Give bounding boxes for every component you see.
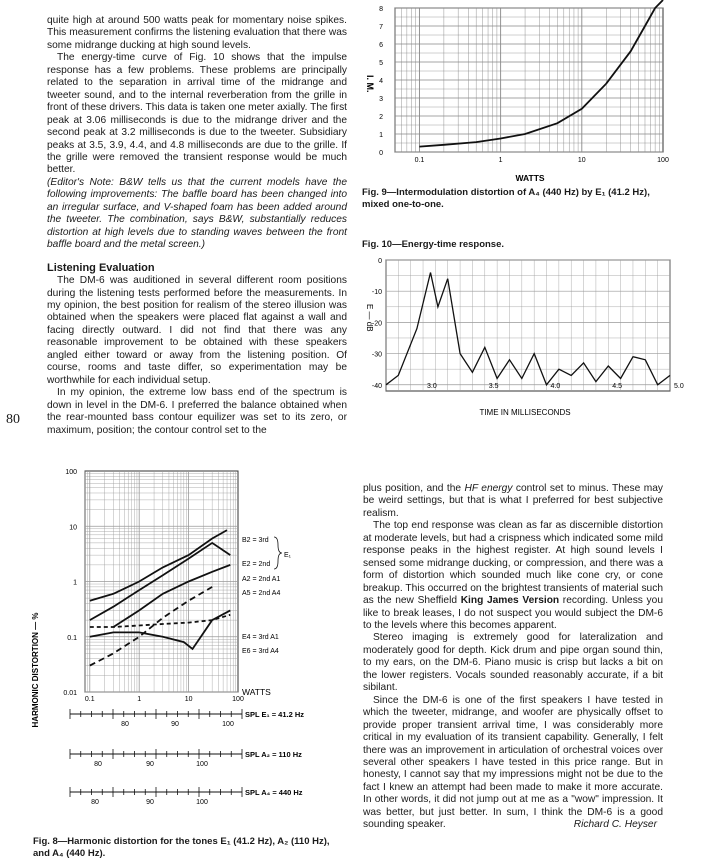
fig9-ytick: 8 xyxy=(379,6,383,13)
fig8-spl-tick-label: 90 xyxy=(171,721,179,728)
fig8-legend-brace xyxy=(274,537,282,569)
fig9-xtick: 100 xyxy=(657,157,669,164)
fig8-legend-e1: E₁ xyxy=(284,552,292,559)
fig8-spl-tick-label: 100 xyxy=(196,799,208,806)
fig8-legend-label: A5 = 2nd A4 xyxy=(242,590,281,597)
fig8-ytick: 0.01 xyxy=(63,690,77,697)
fig10-caption: Fig. 10—Energy-time response. xyxy=(362,239,505,250)
fig10-ylabel: E — dB xyxy=(365,304,374,332)
fig10-chart xyxy=(350,253,690,423)
fig8-spl-tick-label: 100 xyxy=(222,721,234,728)
fig8-xtick: 10 xyxy=(184,696,193,703)
fig8-legend-label: E4 = 3rd A1 xyxy=(242,634,279,641)
fig9-xtick: 10 xyxy=(577,157,586,164)
fig8-legend-label: E2 = 2nd xyxy=(242,561,271,568)
article-column-right xyxy=(363,483,663,832)
fig10-ytick: -10 xyxy=(371,289,382,297)
fig8-chart xyxy=(30,462,360,852)
fig9-ytick: 6 xyxy=(379,42,383,49)
fig9-caption: Fig. 9—Intermodulation distortion of A₄ (440 Hz) by E₁ (41.2 Hz), mixed one-to-one. xyxy=(362,187,650,210)
fig8-spl-tick-label: 80 xyxy=(91,799,99,806)
fig8-spl-tick-label: 80 xyxy=(121,721,129,728)
fig10-xtick: 3.5 xyxy=(488,382,499,390)
fig9-xlabel: WATTS xyxy=(515,173,545,183)
fig10-xtick: 3.0 xyxy=(427,382,437,390)
fig10-ytick: -20 xyxy=(371,320,382,328)
fig10-xtick: 5.0 xyxy=(674,382,684,390)
paragraph-controls: plus position, and the HF energy control set to minus. These may be weird settings, but that is what I preferred for best subjective realism. xyxy=(363,483,663,519)
paragraph-top-end: The top end response was clean as far as discernible distortion at moderate levels, but had a crispness which indicated some mild response peaks in the highest register. At high sound levels I sensed some midrange ducking, or compression, and there was a form of distortion which sounded much like cone cry, or cone breakup. This occurred on the brightest transients of material such as the new Sheffield King James Version recording. Unless you like to break leases, I do not suspect you would subject the DM-6 to the levels where this becomes apparent. xyxy=(363,520,663,631)
fig8-legend-label: E6 = 3rd A4 xyxy=(242,648,279,655)
author-signature: Richard C. Heyser xyxy=(573,819,657,831)
fig10-ytick: -40 xyxy=(371,382,382,390)
paragraph-imaging: Stereo imaging is extremely good for lateralization and moderately good for depth. Kick drum and pipe organ sound thin, to my ears, on the DM-6. Piano music is crisp but lacks a bit on the lower registers. Vocals sounded reasonably accurate, if a bit sibilant. xyxy=(363,632,663,694)
fig8-xtick: 0.1 xyxy=(84,696,95,703)
paragraph-energy-time: The energy-time curve of Fig. 10 shows that the impulse response has a few problems. These problems are principally related to the separation in arrival time of the midrange and tweeter sound, and to the internal reverberation from the grille in front of these drivers. This data is taken one meter axially. The first peak at 3.06 milliseconds is due to the midrange driver and the second peak at 3.2 milliseconds is due to the tweeter. Subsidiary peaks at 3.5, 3.9, 4.4, and 4.8 milliseconds are due to the grille. If the grille were removed the transient response would be much better. xyxy=(47,52,347,176)
fig9-ticks xyxy=(379,6,669,164)
fig9-ytick: 7 xyxy=(379,24,383,31)
fig8-xtick: 100 xyxy=(232,696,244,703)
fig8-series-3 xyxy=(90,587,212,666)
paragraph-transient: Since the DM-6 is one of the first speakers I have tested in which the tweeter, midrange, and woofer are physically offset to provide proper transient arrival time, I was considerably more critical in my evaluation of its transient capability. Generally, I felt there was an improvement in articulation of orchestral voices over several other speakers I have tested in this price range. But in honesty, I cannot say that my impressions might not be due to the fact I knew an attempt had been made to make it more accurate. In other words, it did not jump out at me as a "wow" impression. It was better, but just better. In sum, I think the DM-6 is a good sounding speaker. Richard C. Heyser xyxy=(363,694,663,831)
fig9-ytick: 4 xyxy=(379,78,383,85)
hf-energy-term: HF energy xyxy=(464,483,513,494)
editors-note: (Editor's Note: B&W tells us that the current models have the following improvements: The baffle board has been changed into an irregular surface, and V-shaped foam has been added around the tweeter. The combination, says B&W, substantially reduces distortion at high levels due to standing waves between the front baffle board and the metal screen.) xyxy=(47,176,347,251)
fig9-ytick: 0 xyxy=(379,150,383,157)
fig8-spl-tick-label: 80 xyxy=(94,761,102,768)
fig10-xtick: 4.0 xyxy=(550,382,561,390)
section-heading: Listening Evaluation xyxy=(47,261,155,274)
fig10-xlabel: TIME IN MILLISECONDS xyxy=(479,408,571,417)
fig8-spl-tick-label: 100 xyxy=(196,761,208,768)
fig8-series-4 xyxy=(90,610,231,649)
fig8-ytick: 0.1 xyxy=(67,634,77,642)
fig9-ytick: 3 xyxy=(379,96,383,103)
fig9-chart xyxy=(343,0,673,210)
paragraph-intro: quite high at around 500 watts peak for momentary noise spikes. This measurement confirms the listening evaluation that there was some midrange ducking at high sound levels. xyxy=(47,15,347,51)
fig10-series-line xyxy=(386,273,670,385)
paragraph-listening-1: The DM-6 was auditioned in several different room positions during the listening tests performed before the measurements. In my opinion, the best position for realism of the stereo illusion was obtained when the speakers were placed flat against a wall and facing directly outward. I did not find that there was any reasonable improvement to be obtained with these speakers angled either toward or away from the listening position. Of course, rooms and taste differ, so experimentation may be worthwhile for each individual setup. xyxy=(47,275,347,386)
fig9-ytick: 2 xyxy=(379,114,383,121)
fig8-ticks xyxy=(63,469,244,703)
fig10-ytick: 0 xyxy=(378,258,382,265)
fig8-ylabel: HARMONIC DISTORTION — % xyxy=(31,612,40,728)
fig8-spl-tick-label: 90 xyxy=(146,761,154,768)
fig8-watts-label: WATTS xyxy=(242,687,271,697)
fig8-ytick: 1 xyxy=(73,579,77,587)
fig8-spl-label: SPL A₂ = 110 Hz xyxy=(245,750,302,759)
fig8-ytick: 100 xyxy=(65,469,77,476)
fig8-spl-label: SPL A₄ = 440 Hz xyxy=(245,788,303,797)
fig8-spl-tick-label: 90 xyxy=(146,799,154,806)
fig9-ytick: 1 xyxy=(379,132,383,139)
recording-title: King James Version xyxy=(460,595,560,607)
fig8-legend xyxy=(242,537,292,655)
fig8-spl-label: SPL E₁ = 41.2 Hz xyxy=(245,710,305,719)
fig8-xtick: 1 xyxy=(137,696,142,703)
fig10-ytick: -30 xyxy=(371,351,382,359)
fig9-ytick: 5 xyxy=(379,60,383,67)
fig8-legend-label: B2 = 3rd xyxy=(242,537,269,544)
article-column-left xyxy=(47,15,347,437)
fig8-caption: Fig. 8—Harmonic distortion for the tones E₁ (41.2 Hz), A₂ (110 Hz), and A₄ (440 Hz). xyxy=(33,836,330,859)
fig8-legend-label: A2 = 2nd A1 xyxy=(242,576,281,583)
paragraph-listening-2: In my opinion, the extreme low bass end of the spectrum is down in level in the DM-6. I preferred the balance obtained when the rear-mounted bass contour equilizer was set to its zero, or maximum, position; the contour control set to the xyxy=(47,387,347,436)
fig8-ytick: 10 xyxy=(69,524,77,532)
fig9-ylabel: I. M. xyxy=(365,75,375,93)
fig8-spl-scales xyxy=(70,709,304,806)
fig9-xtick: 0.1 xyxy=(414,157,425,164)
fig10-xtick: 4.5 xyxy=(612,382,622,390)
fig9-xtick: 1 xyxy=(498,157,503,164)
fig9-series-line xyxy=(419,0,663,147)
page-number: 80 xyxy=(6,412,20,427)
fig9-grid xyxy=(395,8,663,152)
fig8-grid xyxy=(85,471,238,692)
